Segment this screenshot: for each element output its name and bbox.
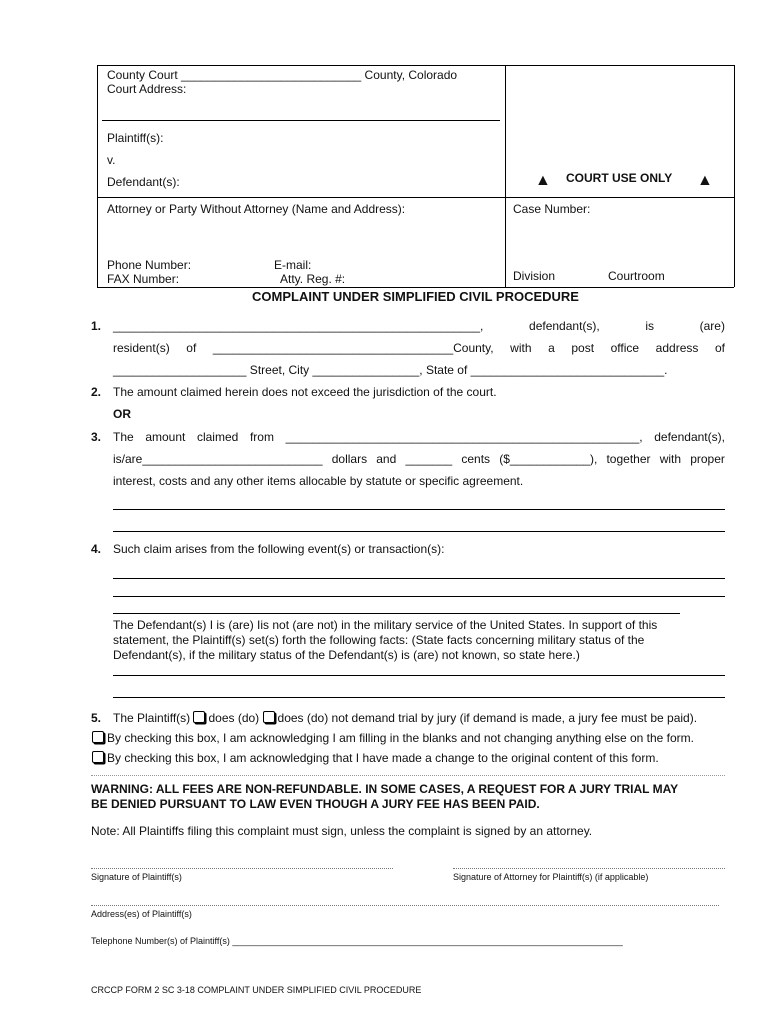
case-number-label: Case Number: [513, 202, 591, 216]
item-5-does: does (do) [208, 711, 263, 725]
acknowledgement-2-text: By checking this box, I am acknowledging that I have made a change to the original content of this form. [107, 751, 659, 765]
acknowledgement-1 [92, 731, 694, 745]
word: claimed [196, 430, 239, 444]
up-triangle-icon: ▲ [697, 172, 713, 189]
telephone-label: Telephone Number(s) of Plaintiff(s) ______________________________________________________________________________ [91, 936, 623, 946]
warning-line-1: WARNING: ALL FEES ARE NON-REFUNDABLE. IN SOME CASES, A REQUEST FOR A JURY TRIAL MAY [91, 782, 679, 796]
checkbox-icon[interactable] [92, 731, 104, 743]
signature-line[interactable] [453, 868, 725, 869]
word: of [186, 341, 197, 355]
word: with [659, 452, 682, 466]
phone-label: Phone Number: [107, 258, 192, 272]
word: a [548, 341, 555, 355]
blank-line [113, 509, 725, 510]
word: and [376, 452, 397, 466]
word: ($____________), [499, 452, 598, 466]
item-4-number: 4. [91, 542, 102, 556]
warning-line-2: BE DENIED PURSUANT TO LAW EVEN THOUGH A JURY FEE HAS BEEN PAID. [91, 797, 540, 811]
word: ____________________________________County, [212, 341, 494, 355]
email-label: E-mail: [274, 258, 312, 272]
blank-line [113, 578, 725, 579]
blank-line [113, 613, 680, 614]
note-text: Note: All Plaintiffs filing this complaint must sign, unless the complaint is signed by an attorney. [91, 824, 593, 838]
word: defendant(s), [654, 430, 725, 444]
divider [91, 775, 725, 776]
word: (are) [699, 319, 725, 333]
word: post [571, 341, 595, 355]
blank-line [113, 675, 725, 676]
form-footer: CRCCP FORM 2 SC 3-18 COMPLAINT UNDER SIMPLIFIED CIVIL PROCEDURE [91, 985, 422, 995]
word: is/are___________________________ [113, 452, 323, 466]
checkbox-icon[interactable] [263, 711, 275, 723]
blank-line [113, 697, 725, 698]
plaintiff-signature-label: Signature of Plaintiff(s) [91, 872, 182, 882]
up-triangle-icon: ▲ [535, 172, 551, 189]
word: is [645, 319, 655, 333]
plaintiffs-label: Plaintiff(s): [107, 131, 164, 145]
item-3-number: 3. [91, 430, 102, 444]
word: of [714, 341, 725, 355]
word: _____________________________________________________, [285, 430, 643, 444]
acknowledgement-1-text: By checking this box, I am acknowledging I am filling in the blanks and not changing anything else on the form. [107, 731, 695, 745]
item-1-line-2 [113, 341, 725, 355]
address-label: Address(es) of Plaintiff(s) [91, 909, 192, 919]
military-line-3: Defendant(s), if the military status of the Defendant(s) is (are) not known, so state here.) [113, 648, 580, 662]
division-label: Division [513, 269, 556, 283]
item-1-line-3: ____________________ Street, City ________________, State of _____________________________. [113, 363, 668, 377]
form-title: COMPLAINT UNDER SIMPLIFIED CIVIL PROCEDURE [252, 289, 579, 304]
word: office [610, 341, 640, 355]
attorney-signature-label: Signature of Attorney for Plaintiff(s) (if applicable) [453, 872, 649, 882]
blank-line [113, 531, 725, 532]
word: _______ [405, 452, 453, 466]
item-3-line-1 [113, 430, 725, 444]
checkbox-icon[interactable] [193, 711, 205, 723]
word: together [606, 452, 651, 466]
checkbox-icon[interactable] [92, 751, 104, 763]
word: amount [145, 430, 186, 444]
item-5-number: 5. [91, 711, 102, 725]
defendants-label: Defendant(s): [107, 175, 180, 189]
item-2-text: The amount claimed herein does not exceed the jurisdiction of the court. [113, 385, 497, 399]
military-line-1: The Defendant(s) I is (are) Iis not (are not) in the military service of the United States. In support of this [113, 618, 658, 632]
word: defendant(s), [529, 319, 600, 333]
word: address [655, 341, 699, 355]
attorney-label: Attorney or Party Without Attorney (Name and Address): [107, 202, 406, 216]
word: The [113, 430, 134, 444]
military-line-2: statement, the Plaintiff(s) set(s) forth the following facts: (State facts concerning military status of the [113, 633, 645, 647]
or-label: OR [113, 407, 131, 421]
address-line[interactable] [91, 905, 719, 906]
word: dollars [331, 452, 368, 466]
courtroom-label: Courtroom [608, 269, 665, 283]
court-address-label: Court Address: [107, 82, 187, 96]
item-2-number: 2. [91, 385, 102, 399]
item-5-does-not: does (do) not demand trial by jury (if demand is made, a jury fee must be paid). [277, 711, 698, 725]
blank-line [113, 596, 725, 597]
word: proper [690, 452, 725, 466]
court-use-only: COURT USE ONLY [566, 171, 673, 185]
item-5-prefix: The Plaintiff(s) [113, 711, 194, 725]
item-4-text: Such claim arises from the following event(s) or transaction(s): [113, 542, 445, 556]
acknowledgement-2 [92, 751, 659, 765]
fax-label: FAX Number: [107, 272, 180, 286]
item-3-line-2 [113, 452, 725, 466]
versus-label: v. [107, 153, 116, 167]
county-court-line: County Court ___________________________ County, Colorado [107, 68, 458, 82]
item-3-line-3: interest, costs and any other items allocable by statute or specific agreement. [113, 474, 524, 488]
word: resident(s) [113, 341, 170, 355]
word: _______________________________________________________, [113, 319, 484, 333]
word: cents [461, 452, 491, 466]
signature-line[interactable] [91, 868, 393, 869]
item-1-number: 1. [91, 319, 102, 333]
atty-reg-label: Atty. Reg. #: [280, 272, 346, 286]
word: from [249, 430, 274, 444]
word: with [510, 341, 532, 355]
item-5-line [113, 711, 697, 725]
item-1-line-1 [113, 319, 725, 333]
